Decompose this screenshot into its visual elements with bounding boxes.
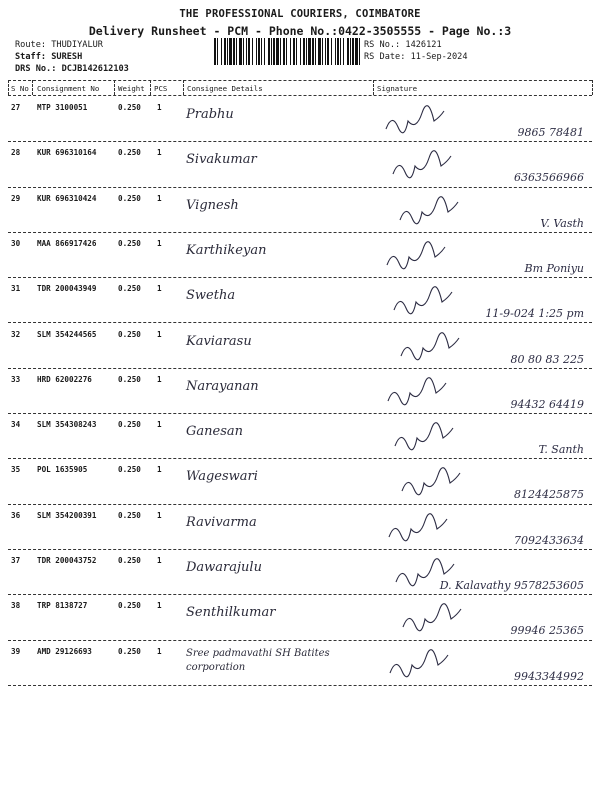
- weight-cell: 0.250: [118, 465, 141, 475]
- pcs-cell: 1: [157, 465, 162, 475]
- column-divider: [373, 80, 374, 95]
- signature-note: Bm Poniyu: [524, 261, 584, 275]
- col-header-weight: Weight: [118, 84, 145, 93]
- pcs-cell: 1: [157, 329, 162, 339]
- pcs-cell: 1: [157, 420, 162, 430]
- consignment-cell: TDR 200043752: [37, 556, 97, 565]
- table-row: [0, 505, 600, 550]
- staff-value: SURESH: [51, 52, 83, 62]
- weight-cell: 0.250: [118, 556, 141, 565]
- weight-cell: 0.250: [118, 601, 141, 611]
- column-divider: [150, 80, 151, 95]
- drs-value: DCJB142612103: [61, 64, 129, 74]
- row-divider: [8, 685, 592, 686]
- table-row: [0, 369, 600, 414]
- signature-area: [378, 330, 588, 370]
- drs-label: DRS No.:: [15, 64, 57, 74]
- consignee-handwriting: Vignesh: [186, 197, 239, 213]
- barcode: [214, 38, 360, 65]
- table-row: [0, 188, 600, 233]
- consignment-cell: TRP 8138727: [37, 601, 88, 611]
- runsheet-subtitle: Delivery Runsheet - PCM - Phone No.:0422-3505555 - Page No.:3: [88, 24, 512, 38]
- pcs-cell: 1: [157, 148, 162, 158]
- consignment-cell: KUR 696310424: [37, 193, 97, 203]
- sno-cell: 31: [11, 284, 21, 294]
- signature-note: V. Vasth: [540, 216, 584, 230]
- consignee-handwriting: Kaviarasu: [186, 333, 252, 349]
- consignment-cell: SLM 354308243: [37, 420, 97, 430]
- rs-no-label: RS No.:: [364, 40, 401, 50]
- weight-cell: 0.250: [118, 238, 141, 248]
- weight-cell: 0.250: [118, 420, 141, 430]
- rs-date-value: 11-Sep-2024: [410, 52, 468, 62]
- sno-cell: 29: [11, 193, 21, 203]
- column-divider: [8, 80, 9, 95]
- consignee-handwriting: Sree padmavathi SH Batites corporation: [186, 647, 330, 673]
- pcs-cell: 1: [157, 103, 162, 112]
- table-row: [0, 595, 600, 640]
- consignment-cell: HRD 62002276: [37, 374, 92, 384]
- signature-area: [378, 601, 588, 641]
- consignee-handwriting: Narayanan: [186, 378, 259, 394]
- signature-note: 11-9-024 1:25 pm: [485, 307, 584, 321]
- signature-note: 9943344992: [514, 669, 584, 683]
- sno-cell: 37: [11, 556, 21, 565]
- pcs-cell: 1: [157, 238, 162, 248]
- signature-area: [378, 556, 588, 596]
- col-header-consignment: Consignment No: [37, 84, 100, 93]
- signature-note: 99946 25365: [510, 624, 584, 638]
- consignee-handwriting: Prabhu: [186, 107, 234, 122]
- signature-area: [378, 284, 588, 324]
- table-row: [0, 233, 600, 278]
- pcs-cell: 1: [157, 284, 162, 294]
- col-header-pcs: PCS: [154, 84, 168, 93]
- sno-cell: 27: [11, 103, 21, 112]
- consignment-cell: SLM 354244565: [37, 329, 97, 339]
- pcs-cell: 1: [157, 510, 162, 520]
- col-header-consignee: Consignee Details: [187, 84, 263, 93]
- consignee-handwriting: Karthikeyan: [186, 242, 267, 258]
- staff-label: Staff:: [15, 52, 47, 62]
- weight-cell: 0.250: [118, 284, 141, 294]
- signature-area: [378, 103, 588, 143]
- table-row: [0, 414, 600, 459]
- consignment-cell: TDR 200043949: [37, 284, 97, 294]
- consignee-handwriting: Ganesan: [186, 424, 243, 440]
- table-row: [0, 142, 600, 187]
- signature-note: 9865 78481: [517, 126, 584, 139]
- consignment-cell: MTP 3100051: [37, 103, 88, 112]
- weight-cell: 0.250: [118, 103, 141, 112]
- signature-note: 6363566966: [514, 171, 584, 185]
- column-divider: [183, 80, 184, 95]
- signature-area: [378, 148, 588, 188]
- weight-cell: 0.250: [118, 374, 141, 384]
- consignee-handwriting: Senthilkumar: [186, 605, 276, 621]
- consignment-cell: AMD 29126693: [37, 646, 92, 656]
- sno-cell: 38: [11, 601, 21, 611]
- sno-cell: 30: [11, 238, 21, 248]
- pcs-cell: 1: [157, 646, 162, 656]
- route-label: Route:: [15, 40, 47, 50]
- sno-cell: 36: [11, 510, 21, 520]
- signature-area: [378, 647, 588, 687]
- signature-area: [378, 194, 588, 234]
- consignment-cell: SLM 354200391: [37, 510, 97, 520]
- signature-note: 94432 64419: [510, 397, 584, 411]
- consignment-cell: MAA 866917426: [37, 238, 97, 248]
- company-title: THE PROFESSIONAL COURIERS, COIMBATORE: [179, 8, 421, 20]
- column-divider: [592, 80, 593, 95]
- signature-area: [378, 420, 588, 460]
- weight-cell: 0.250: [118, 148, 141, 158]
- weight-cell: 0.250: [118, 646, 141, 656]
- signature-area: [378, 465, 588, 505]
- table-row: [0, 641, 600, 686]
- table-row: [0, 97, 600, 142]
- header-bottom-rule: [8, 95, 592, 96]
- sno-cell: 39: [11, 646, 21, 656]
- consignee-handwriting: Ravivarma: [186, 514, 257, 530]
- route-staff-block: [15, 39, 129, 75]
- sno-cell: 35: [11, 465, 21, 475]
- consignee-handwriting: Dawarajulu: [186, 560, 262, 575]
- weight-cell: 0.250: [118, 329, 141, 339]
- signature-note: 80 80 83 225: [510, 352, 584, 366]
- pcs-cell: 1: [157, 374, 162, 384]
- table-row: [0, 550, 600, 595]
- pcs-cell: 1: [157, 556, 162, 565]
- rs-date-label: RS Date:: [364, 52, 406, 62]
- signature-note: D. Kalavathy 9578253605: [439, 579, 584, 592]
- pcs-cell: 1: [157, 601, 162, 611]
- col-header-signature: Signature: [377, 84, 418, 93]
- sno-cell: 32: [11, 329, 21, 339]
- table-row: [0, 278, 600, 323]
- signature-note: T. Santh: [538, 443, 584, 457]
- consignee-handwriting: Wageswari: [186, 469, 258, 485]
- col-header-sno: S No: [11, 84, 29, 93]
- consignment-cell: POL 1635905: [37, 465, 88, 475]
- sno-cell: 34: [11, 420, 21, 430]
- rs-block: [364, 39, 468, 63]
- column-divider: [32, 80, 33, 95]
- weight-cell: 0.250: [118, 193, 141, 203]
- signature-area: [378, 375, 588, 415]
- consignee-handwriting: Swetha: [186, 288, 236, 304]
- sno-cell: 33: [11, 374, 21, 384]
- consignment-cell: KUR 696310164: [37, 148, 97, 158]
- header-top-rule: [8, 80, 592, 81]
- route-value: THUDIYALUR: [51, 40, 103, 50]
- signature-note: 8124425875: [514, 488, 584, 502]
- column-divider: [114, 80, 115, 95]
- signature-note: 7092433634: [514, 533, 584, 547]
- sno-cell: 28: [11, 148, 21, 158]
- weight-cell: 0.250: [118, 510, 141, 520]
- signature-area: [378, 239, 588, 279]
- consignee-handwriting: Sivakumar: [186, 152, 257, 168]
- signature-area: [378, 511, 588, 551]
- rs-no-value: 1426121: [405, 40, 442, 50]
- table-row: [0, 324, 600, 369]
- pcs-cell: 1: [157, 193, 162, 203]
- table-row: [0, 459, 600, 504]
